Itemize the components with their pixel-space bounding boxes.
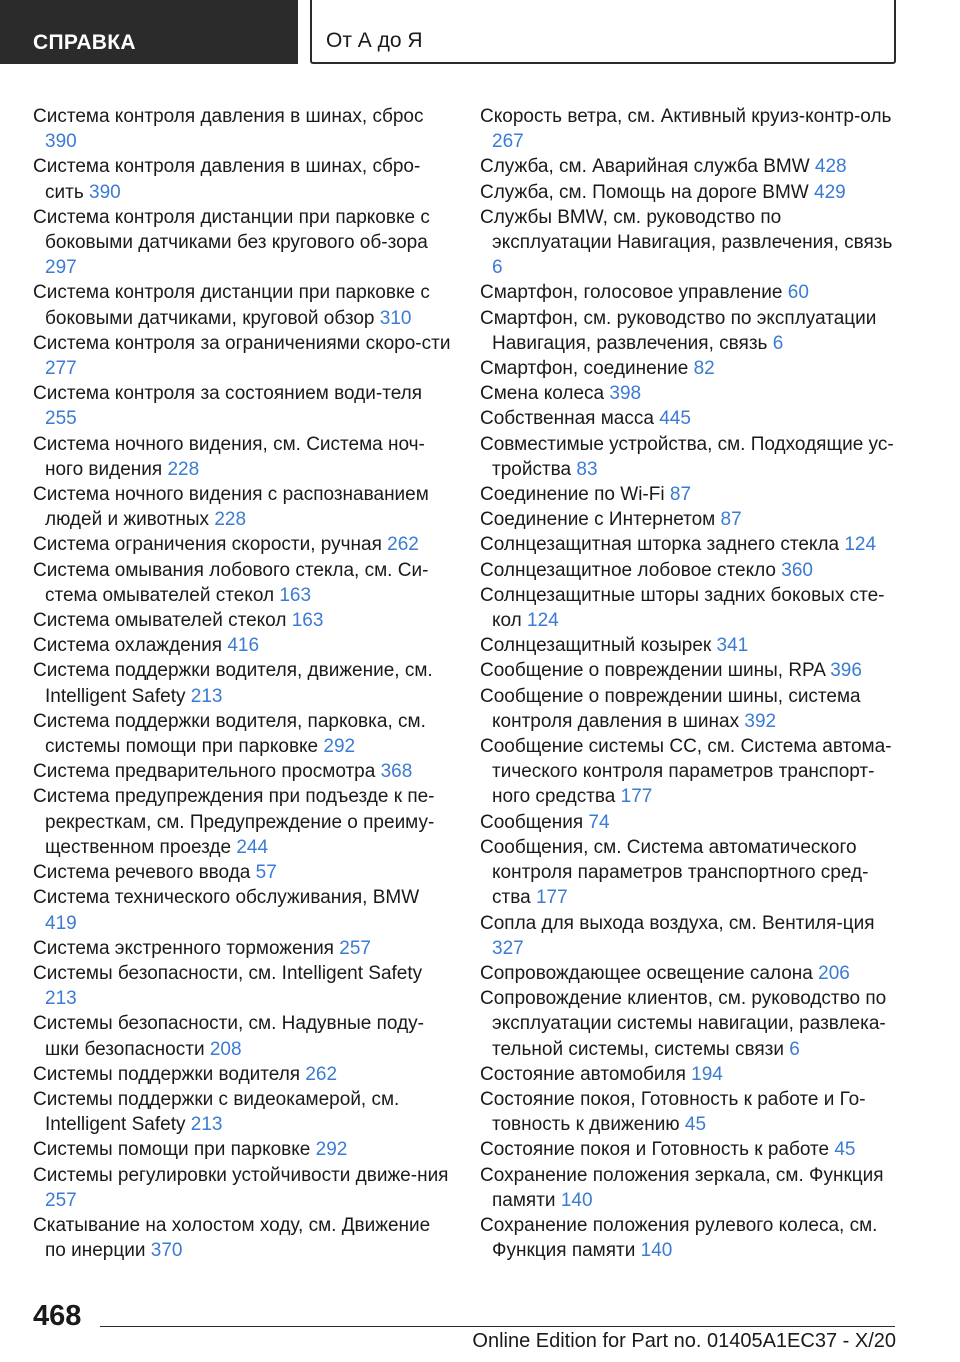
index-entry bbox=[480, 507, 900, 532]
index-entry-term: Системы безопасности, см. Intelligent Safety bbox=[33, 962, 423, 984]
index-entry bbox=[33, 784, 453, 860]
index-entry bbox=[480, 633, 900, 658]
index-entry bbox=[480, 1062, 900, 1087]
index-entry-term: Система технического обслуживания, BMW bbox=[33, 887, 420, 909]
index-entry bbox=[33, 885, 453, 935]
index-entry-term: Системы регулировки устойчивости движе-ния bbox=[33, 1164, 449, 1186]
index-entry bbox=[33, 1213, 453, 1263]
index-column-right bbox=[480, 104, 900, 1263]
index-entry bbox=[33, 482, 453, 532]
page-link[interactable]: 262 bbox=[305, 1063, 338, 1085]
page-link[interactable]: 177 bbox=[535, 887, 568, 909]
index-entry-term: Системы безопасности, см. Надувные поду-шки безопасности bbox=[33, 1013, 424, 1060]
index-entry-term: Системы помощи при парковке bbox=[33, 1139, 316, 1161]
index-entry-term: Сообщения, см. Система автоматического контроля параметров транспортного сред-ства bbox=[480, 836, 869, 909]
index-entry-term: Система охлаждения bbox=[33, 635, 228, 657]
page-link[interactable]: 390 bbox=[89, 181, 121, 203]
index-column-left bbox=[33, 104, 453, 1263]
page-link[interactable]: 428 bbox=[814, 156, 847, 178]
page-link[interactable]: 277 bbox=[45, 358, 77, 380]
index-entry bbox=[480, 658, 900, 683]
page-link[interactable]: 429 bbox=[814, 181, 846, 203]
page-link[interactable]: 228 bbox=[167, 458, 200, 480]
index-entry-term: Солнцезащитные шторы задних боковых сте-кол bbox=[480, 584, 885, 632]
index-entry bbox=[33, 331, 453, 381]
index-entry-term: Система речевого ввода bbox=[33, 862, 256, 884]
index-entry bbox=[33, 381, 453, 431]
index-entry-term: Скорость ветра, см. Активный круиз-контр-оль bbox=[480, 106, 892, 127]
index-entry bbox=[33, 608, 453, 633]
footer-divider bbox=[100, 1326, 895, 1327]
index-entry-term: Смартфон, соединение bbox=[480, 358, 694, 380]
page-link[interactable]: 45 bbox=[684, 1114, 707, 1136]
index-entry bbox=[480, 482, 900, 507]
index-entry-term: Система ночного видения с распознаванием людей и животных bbox=[33, 484, 429, 531]
page-link[interactable]: 57 bbox=[255, 862, 277, 884]
index-entry bbox=[33, 280, 453, 330]
index-entry-term: Сообщение о повреждении шины, RPA bbox=[480, 660, 831, 682]
index-entry bbox=[33, 154, 453, 204]
page-link[interactable]: 206 bbox=[818, 962, 850, 984]
page-link[interactable]: 213 bbox=[190, 1114, 223, 1136]
index-entry-term: Системы поддержки водителя bbox=[33, 1063, 306, 1085]
index-entry bbox=[480, 432, 900, 482]
index-entry bbox=[33, 658, 453, 708]
index-entry bbox=[33, 205, 453, 281]
index-entry-term: Сообщение о повреждении шины, система контроля давления в шинах bbox=[480, 685, 861, 732]
index-entry bbox=[33, 1163, 453, 1213]
page-link[interactable]: 213 bbox=[190, 685, 223, 707]
index-entry bbox=[33, 1087, 453, 1137]
page-link[interactable]: 368 bbox=[380, 761, 413, 783]
index-entry-term: Система омывателей стекол bbox=[33, 610, 292, 632]
index-entry-term: Смена колеса bbox=[480, 383, 610, 405]
index-entry-term: Система предварительного просмотра bbox=[33, 761, 381, 783]
index-entry bbox=[480, 583, 900, 633]
index-entry bbox=[480, 1087, 900, 1137]
index-entry-term: Сохранение положения зеркала, см. Функция памяти bbox=[480, 1164, 884, 1211]
page-link[interactable]: 262 bbox=[387, 534, 419, 556]
index-entry-term: Система контроля за ограничениями скоро-сти bbox=[33, 332, 451, 354]
index-entry-term: Сохранение положения рулевого колеса, см. Функция памяти bbox=[480, 1214, 878, 1262]
index-entry-term: Система контроля давления в шинах, сброс bbox=[33, 106, 424, 127]
index-entry-term: Система контроля дистанции при парковке с боковыми датчиками, круговой обзор bbox=[33, 282, 430, 329]
index-entry-term: Солнцезащитное лобовое стекло bbox=[480, 559, 782, 581]
page-link[interactable]: 360 bbox=[781, 559, 813, 581]
index-entry-term: Системы поддержки с видеокамерой, см. Intelligent Safety bbox=[33, 1088, 400, 1136]
index-entry bbox=[33, 860, 453, 885]
page-link[interactable]: 392 bbox=[744, 710, 777, 732]
page-link[interactable]: 87 bbox=[720, 509, 742, 531]
index-entry bbox=[33, 1062, 453, 1087]
page-link[interactable]: 83 bbox=[576, 458, 598, 480]
index-entry bbox=[33, 1137, 453, 1162]
page-link[interactable]: 327 bbox=[492, 937, 524, 959]
index-entry-term: Система контроля дистанции при парковке с боковыми датчиками без кругового об-зора bbox=[33, 206, 430, 254]
index-entry bbox=[33, 709, 453, 759]
index-entry-term: Службы BMW, см. руководство по эксплуатации Навигация, развлечения, связь bbox=[480, 206, 893, 254]
index-entry-term: Сообщения bbox=[480, 811, 589, 833]
index-entry-term: Солнцезащитная шторка заднего стекла bbox=[480, 534, 845, 556]
index-entry bbox=[480, 154, 900, 179]
index-entry bbox=[480, 532, 900, 557]
page-link[interactable]: 390 bbox=[45, 131, 77, 153]
page-link[interactable]: 341 bbox=[716, 635, 749, 657]
page-link[interactable]: 208 bbox=[209, 1038, 242, 1060]
index-entry-term: Состояние автомобиля bbox=[480, 1063, 692, 1085]
page-link[interactable]: 396 bbox=[830, 660, 862, 682]
section-title: СПРАВКА bbox=[33, 31, 136, 54]
page-number: 468 bbox=[33, 1300, 82, 1332]
index-entry bbox=[480, 986, 900, 1062]
index-entry-term: Система экстренного торможения bbox=[33, 937, 340, 959]
page-link[interactable]: 124 bbox=[844, 534, 877, 556]
index-entry-term: Смартфон, голосовое управление bbox=[480, 282, 788, 304]
index-entry-term: Сопла для выхода воздуха, см. Вентиля-ция bbox=[480, 912, 875, 934]
index-entry-term: Сопровождающее освещение салона bbox=[480, 962, 819, 984]
page-link[interactable]: 292 bbox=[323, 736, 356, 758]
index-entry bbox=[480, 734, 900, 810]
index-entry bbox=[480, 306, 900, 356]
index-entry bbox=[480, 280, 900, 305]
page-link[interactable]: 255 bbox=[45, 408, 77, 430]
index-entry bbox=[480, 810, 900, 835]
page-link[interactable]: 292 bbox=[315, 1139, 348, 1161]
index-entry-term: Система ограничения скорости, ручная bbox=[33, 534, 388, 556]
index-entry-term: Система контроля за состоянием води-теля bbox=[33, 383, 423, 405]
page-link[interactable]: 398 bbox=[609, 383, 642, 405]
subsection-tab bbox=[310, 0, 896, 64]
page-link[interactable]: 140 bbox=[640, 1240, 673, 1262]
index-entry-term: Система контроля давления в шинах, сбро-сить bbox=[33, 156, 421, 203]
page-link[interactable]: 6 bbox=[789, 1038, 800, 1060]
page-link[interactable]: 297 bbox=[45, 257, 77, 279]
page-link[interactable]: 310 bbox=[379, 307, 412, 329]
index-entry bbox=[33, 759, 453, 784]
page-link[interactable]: 257 bbox=[339, 937, 371, 959]
page-link[interactable]: 6 bbox=[492, 257, 503, 279]
page-link[interactable]: 82 bbox=[693, 358, 715, 380]
page-link[interactable]: 213 bbox=[45, 988, 77, 1010]
index-entry bbox=[480, 961, 900, 986]
index-entry bbox=[480, 1137, 900, 1162]
index-entry bbox=[33, 633, 453, 658]
page-link[interactable]: 267 bbox=[492, 131, 524, 153]
index-entry bbox=[33, 558, 453, 608]
index-entry bbox=[480, 381, 900, 406]
index-entry bbox=[33, 104, 453, 154]
index-entry bbox=[480, 684, 900, 734]
index-entry bbox=[33, 961, 453, 1011]
index-entry-term: Солнцезащитный козырек bbox=[480, 635, 717, 657]
index-entry-term: Соединение по Wi-Fi bbox=[480, 484, 670, 506]
page-link[interactable]: 257 bbox=[45, 1189, 77, 1211]
index-entry-term: Скатывание на холостом ходу, см. Движение по инерции bbox=[33, 1214, 431, 1262]
index-entry bbox=[480, 911, 900, 961]
index-entry-term: Служба, см. Аварийная служба BMW bbox=[480, 156, 815, 178]
page-link[interactable]: 445 bbox=[659, 408, 691, 430]
page-link[interactable]: 370 bbox=[150, 1240, 183, 1262]
page-link[interactable]: 416 bbox=[227, 635, 260, 657]
index-entry-term: Соединение с Интернетом bbox=[480, 509, 721, 531]
section-tab bbox=[0, 0, 298, 64]
page-link[interactable]: 45 bbox=[834, 1139, 856, 1161]
index-entry bbox=[480, 406, 900, 431]
index-entry-term: Состояние покоя, Готовность к работе и Го-товность к движению bbox=[480, 1088, 866, 1136]
index-entry-term: Система поддержки водителя, движение, см. Intelligent Safety bbox=[33, 660, 433, 707]
index-entry bbox=[480, 1213, 900, 1263]
index-entry bbox=[480, 104, 900, 154]
page-link[interactable]: 74 bbox=[588, 811, 610, 833]
index-entry bbox=[480, 356, 900, 381]
index-entry bbox=[33, 432, 453, 482]
index-entry-term: Сопровождение клиентов, см. руководство по эксплуатации системы навигации, развлека-тельной системы, системы связи bbox=[480, 988, 887, 1060]
index-entry bbox=[480, 180, 900, 205]
index-entry-term: Собственная масса bbox=[480, 408, 660, 430]
index-entry-term: Система омывания лобового стекла, см. Си-стема омывателей стекол bbox=[33, 559, 429, 606]
index-entry-term: Служба, см. Помощь на дороге BMW bbox=[480, 181, 814, 203]
page-link[interactable]: 163 bbox=[291, 610, 324, 632]
index-entry bbox=[33, 936, 453, 961]
page-link[interactable]: 177 bbox=[620, 786, 653, 808]
index-entry bbox=[480, 205, 900, 281]
index-entry bbox=[480, 1163, 900, 1213]
index-entry-term: Система предупреждения при подъезде к пе-рекресткам, см. Предупреждение о преиму-щественном проезде bbox=[33, 786, 435, 858]
page-link[interactable]: 419 bbox=[45, 912, 77, 934]
index-entry-term: Смартфон, см. руководство по эксплуатации Навигация, развлечения, связь bbox=[480, 307, 877, 354]
index-entry-term: Система поддержки водителя, парковка, см. системы помощи при парковке bbox=[33, 710, 426, 758]
index-entry bbox=[480, 835, 900, 911]
index-entry bbox=[33, 1011, 453, 1061]
index-entry bbox=[33, 532, 453, 557]
index-entry bbox=[480, 558, 900, 583]
page-link[interactable]: 244 bbox=[236, 836, 269, 858]
subsection-title: От А до Я bbox=[326, 29, 423, 52]
page-link[interactable]: 87 bbox=[669, 484, 692, 506]
edition-note: Online Edition for Part no. 01405A1EC37 - X/20 bbox=[472, 1330, 896, 1352]
index-entry-term: Состояние покоя и Готовность к работе bbox=[480, 1139, 835, 1161]
index-entry-term: Сообщение системы CC, см. Система автома-тического контроля параметров транспорт-ного средства bbox=[480, 736, 892, 808]
page-link[interactable]: 163 bbox=[279, 584, 312, 606]
index-entry-term: Система ночного видения, см. Система ноч-ного видения bbox=[33, 433, 425, 480]
page-link[interactable]: 60 bbox=[787, 282, 809, 304]
page-link[interactable]: 194 bbox=[691, 1063, 723, 1085]
page-link[interactable]: 228 bbox=[214, 509, 247, 531]
index-entry-term: Совместимые устройства, см. Подходящие ус-тройства bbox=[480, 433, 894, 480]
page-link[interactable]: 140 bbox=[560, 1189, 593, 1211]
page-link[interactable]: 6 bbox=[772, 332, 784, 354]
page-link[interactable]: 124 bbox=[527, 610, 559, 632]
